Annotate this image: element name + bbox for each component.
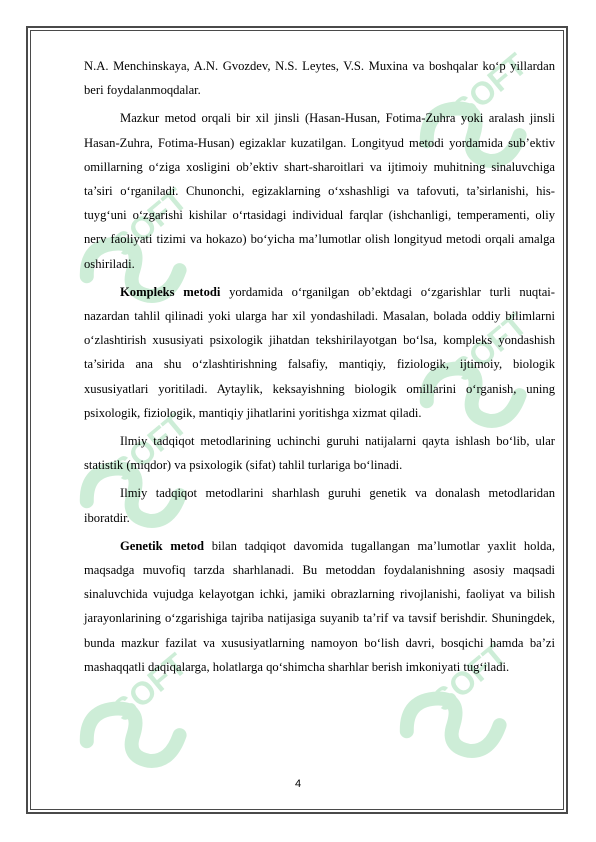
- paragraph-complex-method: [84, 280, 555, 425]
- page-number: 4: [294, 778, 302, 790]
- watermark-word: SOFT: [105, 406, 194, 489]
- paragraph-twins-method: Mazkur metod orqali bir xil jinsli (Hasan-Husan, Fotima-Zuhra yoki aralash jinsli Hasan-Zuhra, Fotima-Husan) egizaklar kuzatilgan. Longityud metodi yordamida sub’ektiv omillarning o‘ziga xosligini ob’ektiv shart-sharoitlari va ijtimoiy muhitning sinaluvchiga ta’siri o‘rganiladi. Chunonchi, egizaklarning o‘xshashligi va tafovuti, ta’sirlanishi, his-tuyg‘uni o‘zgarishi kishilar o‘rtasidagi individual farqlar (ishchanligi, temperamenti, oliy nerv faoliyati tizimi va hokazo) bo‘yicha ma’lumotlar olish longityud metodi orqali amalga oshiriladi.: [84, 111, 555, 271]
- paragraph-interpretation-group: Ilmiy tadqiqot metodlarini sharhlash guruhi genetik va donalash metodlaridan iboratdir.: [84, 486, 555, 525]
- paragraph-complex-method-text: yordamida o‘rganilgan ob’ektdagi o‘zgarishlar turli nuqtai-nazardan tahlil qilinadi yoki ularga har xil yondashiladi. Masalan, bolada oddiy bilimlarni o‘zlashtirish xususiyati psixologik jihatdan tekshirilayotgan bo‘lsa, kompleks yondashish ta’sirida ana shu o‘zlashtirishning falsafiy, mantiqiy, fiziologik, ijtimoiy, biologik xususiyatlari yoritiladi. Aytaylik, keksayishning biologik omillarini o‘rganish, uning psixologik, fiziologik, mantiqiy jihatlarini yoritishga xizmat qiladi.: [84, 284, 555, 420]
- watermark-word: SOFT: [445, 306, 534, 389]
- document-body: [84, 54, 555, 683]
- paragraph-genetic-method-text: bilan tadqiqot davomida tugallangan ma’lumotlar yaxlit holda, maqsadga muvofiq tarzda sharhlanadi. Bu metoddan foydalanishning asosiy maqsadi sinaluvchida vujudga kelayotgan ichki, jamiki obrazlarning rivojlanishi, faoliyat va bilish jarayonlarining o‘zgarishiga tajriba natijasiga suyanib ta’rif va tavsif berishdir. Shuningdek, bunda mazkur fazilat va xususiyatlarning namoyon bo‘lish davri, bosqichi hamda ba’zi mashaqqatli daqiqalarga, holatlarga qo‘shimcha sharhlar berish imkoniyati tug‘iladi.: [84, 538, 555, 674]
- term-genetic-method: Genetik metod: [120, 538, 204, 553]
- paragraph-genetic-method: [84, 534, 555, 679]
- term-complex-method: Kompleks metodi: [120, 284, 221, 299]
- watermark-word: SOFT: [105, 181, 194, 264]
- paragraph-continuation: N.A. Menchinskaya, A.N. Gvozdev, N.S. Leytes, V.S. Muxina va boshqalar ko‘p yillardan beri foydalanmoqdalar.: [84, 59, 555, 98]
- watermark-word: SOFT: [425, 636, 514, 719]
- watermark-word: SOFT: [445, 46, 534, 129]
- watermark-word: SOFT: [105, 646, 194, 729]
- paragraph-third-group: Ilmiy tadqiqot metodlarining uchinchi guruhi natijalarni qayta ishlash bo‘lib, ular statistik (miqdor) va psixologik (sifat) tahlil turlariga bo‘linadi.: [84, 434, 555, 473]
